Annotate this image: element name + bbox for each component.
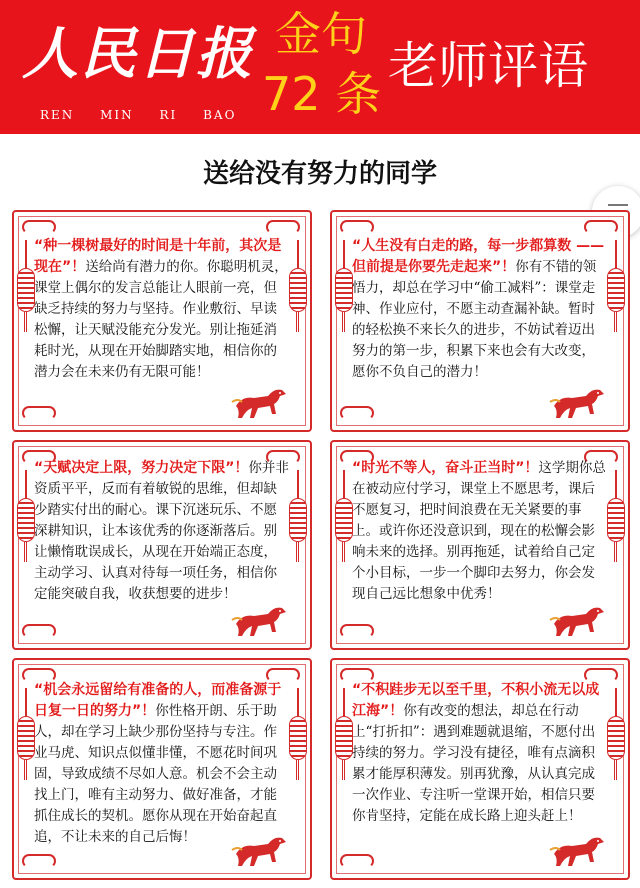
card-comment-body: 这学期你总在被动应付学习，课堂上不愿思考，课后不愿复习，把时间浪费在无关紧要的事上。或许你还没意识到，现在的松懈会影响未来的选择。别再拖延，试着给自己定个小目标，一步一个脚印去努力，你会发现自己远比想象中优秀！ [352, 460, 606, 602]
cloud-ornament-icon [340, 624, 374, 638]
card-text [34, 458, 290, 605]
card-text [352, 236, 608, 383]
card-quote-highlight: “人生没有白走的路，每一步都算数 —— 但前提是你要先走起来”！ [352, 238, 605, 275]
lantern-decoration-icon [288, 470, 308, 570]
lantern-decoration-icon [288, 240, 308, 340]
card-quote-highlight: “天赋决定上限，努力决定下限”！ [34, 460, 249, 476]
comment-card [330, 210, 630, 432]
quotes-count-label: 72 条 [262, 67, 382, 121]
card-quote-highlight: “机会永远留给有准备的人，而准备源于日复一日的努力”！ [34, 682, 282, 719]
comment-card [330, 658, 630, 880]
lantern-decoration-icon [16, 240, 36, 340]
card-comment-body: 你性格开朗、乐于助人，却在学习上缺少那份坚持与专注。作业马虎、知识点似懂非懂，不愿花时间巩固，导致成绩不尽如人意。机会不会主动找上门，唯有主动努力、做好准备，才能抓住成长的契机。愿你从现在开始奋起直追，不让未来的自己后悔！ [34, 703, 277, 845]
comment-card [330, 440, 630, 650]
comment-card [12, 210, 312, 432]
galloping-horse-icon [546, 602, 608, 642]
cloud-ornament-icon [584, 220, 618, 234]
lantern-decoration-icon [288, 688, 308, 788]
comment-card [12, 658, 312, 880]
card-comment-body: 你有不错的领悟力，却总在学习中“偷工减料”：课堂走神、作业应付，不愿主动查漏补缺。暂时的轻松换不来长久的进步，不妨试着迈出努力的第一步，积累下来也会有大改变，愿你不负自己的潜力！ [352, 259, 597, 380]
cloud-ornament-icon [340, 406, 374, 420]
golden-quotes-count [262, 4, 380, 128]
comment-card [12, 440, 312, 650]
lantern-decoration-icon [606, 240, 626, 340]
cloud-ornament-icon [340, 220, 374, 234]
peoples-daily-logo [22, 6, 252, 124]
cloud-ornament-icon [22, 220, 56, 234]
card-comment-body: 送给尚有潜力的你。你聪明机灵，课堂上偶尔的发言总能让人眼前一亮，但缺乏持续的努力与坚持。作业敷衍、早读松懈，让天赋没能充分发光。别让拖延消耗时光，从现在开始脚踏实地，相信你的潜力会在未来仍有无限可能！ [34, 259, 288, 380]
page-subtitle: 送给没有努力的同学 [202, 159, 437, 189]
card-quote-highlight: “种一棵树最好的时间是十年前，其次是现在”！ [34, 238, 282, 275]
card-text [34, 680, 290, 848]
galloping-horse-icon [546, 832, 608, 872]
lantern-decoration-icon [606, 688, 626, 788]
lantern-decoration-icon [334, 240, 354, 340]
galloping-horse-icon [228, 602, 290, 642]
galloping-horse-icon [228, 384, 290, 424]
lantern-decoration-icon [334, 470, 354, 570]
card-text [34, 236, 290, 383]
card-text [352, 680, 608, 827]
card-quote-highlight: “不积跬步无以至千里，不积小流无以成江海”！ [352, 682, 600, 719]
card-quote-highlight: “时光不等人，奋斗正当时”！ [352, 460, 539, 476]
lantern-decoration-icon [16, 688, 36, 788]
logo-chinese-text: 人民日报 [22, 21, 254, 87]
teacher-comments-title: 老师评语 [388, 37, 588, 95]
card-text [352, 458, 608, 605]
cloud-ornament-icon [22, 406, 56, 420]
cloud-ornament-icon [266, 220, 300, 234]
golden-quotes-label: 金句 [275, 7, 367, 61]
lantern-decoration-icon [334, 688, 354, 788]
lantern-decoration-icon [16, 470, 36, 570]
galloping-horse-icon [228, 832, 290, 872]
lantern-decoration-icon [606, 470, 626, 570]
card-comment-body: 你并非资质平平，反而有着敏锐的思维，但却缺少踏实付出的耐心。课下沉迷玩乐、不愿深耕知识，让本该优秀的你逐渐落后。别让懒惰耽误成长，从现在开始端正态度，主动学习、认真对待每一项任务，相信你定能突破自我，收获想要的进步！ [34, 460, 289, 602]
card-comment-body: 你有改变的想法，却总在行动上“打折扣”：遇到难题就退缩，不愿付出持续的努力。学习没有捷径，唯有点滴积累才能厚积薄发。别再犹豫，从认真完成一次作业、专注听一堂课开始，相信只要你肯坚持，定能在成长路上迎头赶上！ [352, 703, 596, 824]
logo-pinyin: REN MIN RI BAO [40, 108, 237, 122]
galloping-horse-icon [546, 384, 608, 424]
cloud-ornament-icon [22, 854, 56, 868]
header-banner [0, 0, 640, 134]
cloud-ornament-icon [22, 624, 56, 638]
cloud-ornament-icon [340, 854, 374, 868]
